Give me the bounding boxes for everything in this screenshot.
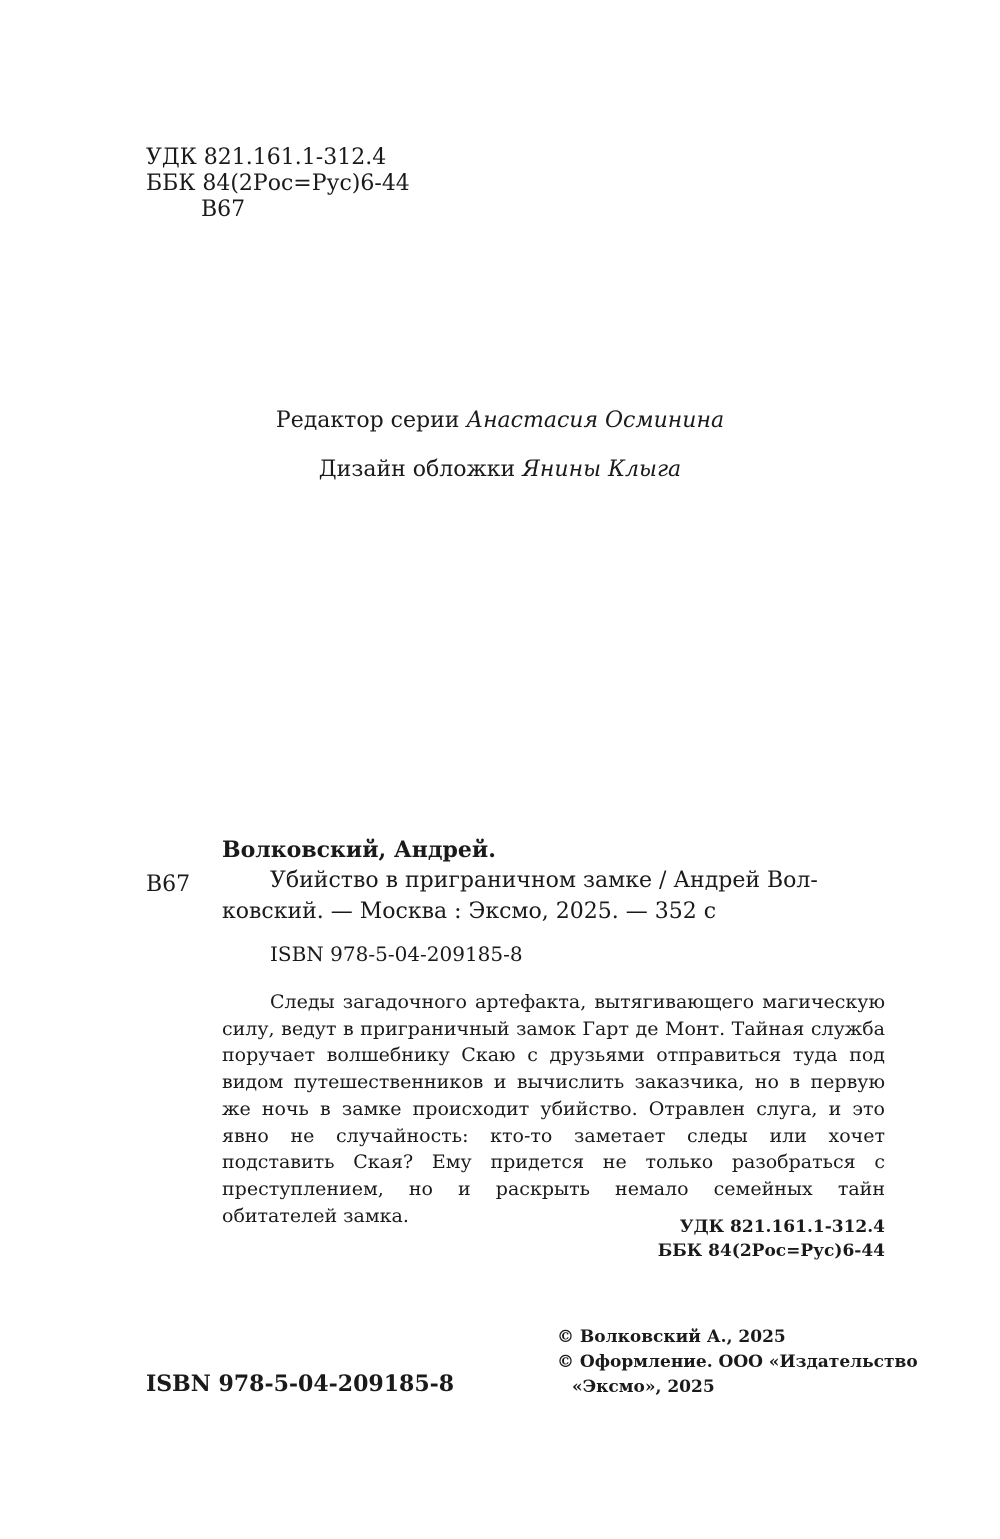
series-editor-credit (0, 408, 1000, 433)
title-line-2: ковский. — Москва : Эксмо, 2025. — 352 с (222, 899, 717, 924)
bib-isbn: ISBN 978-5-04-209185-8 (270, 942, 523, 966)
author-mark: В67 (201, 197, 246, 222)
series-editor-name: Анастасия Осминина (466, 408, 725, 433)
title-line-1: Убийство в приграничном замке / Андрей Вол- (270, 868, 818, 893)
cover-design-credit (0, 457, 1000, 482)
cover-design-label: Дизайн обложки (318, 457, 516, 482)
copyright-design-line-2: «Эксмо», 2025 (572, 1377, 715, 1397)
series-editor-label: Редактор серии (275, 408, 460, 433)
bib-bbk: ББК 84(2Рос=Рус)6-44 (657, 1241, 885, 1261)
bib-udk: УДК 821.161.1-312.4 (679, 1217, 885, 1237)
annotation-text: Следы загадочного артефакта, вытягивающего магическую силу, ведут в приграничный замок Гарт де Монт. Тайная служба поручает волшебнику Скаю с друзьями отправиться туда под видом путешественников и вычислить заказчика, но в первую же ночь в замке происходит убийство. Отравлен слуга, и это явно не случайность: кто-то заметает следы или хочет подставить Ская? Ему придется не только разобраться с преступлением, но и раскрыть немало семейных тайн обитателей замка. (222, 991, 885, 1227)
bbk-code: ББК 84(2Рос=Рус)6-44 (146, 171, 410, 196)
annotation (222, 989, 885, 1229)
footer-isbn: ISBN 978-5-04-209185-8 (146, 1371, 455, 1397)
copyright-author: © Волковский А., 2025 (557, 1327, 786, 1347)
cover-design-name: Янины Клыга (522, 457, 682, 482)
copyright-design-line-1: © Оформление. ООО «Издательство (557, 1352, 918, 1372)
udk-code: УДК 821.161.1-312.4 (146, 145, 387, 170)
author-heading: Волковский, Андрей. (222, 837, 496, 863)
bib-author-mark: В67 (146, 872, 191, 897)
